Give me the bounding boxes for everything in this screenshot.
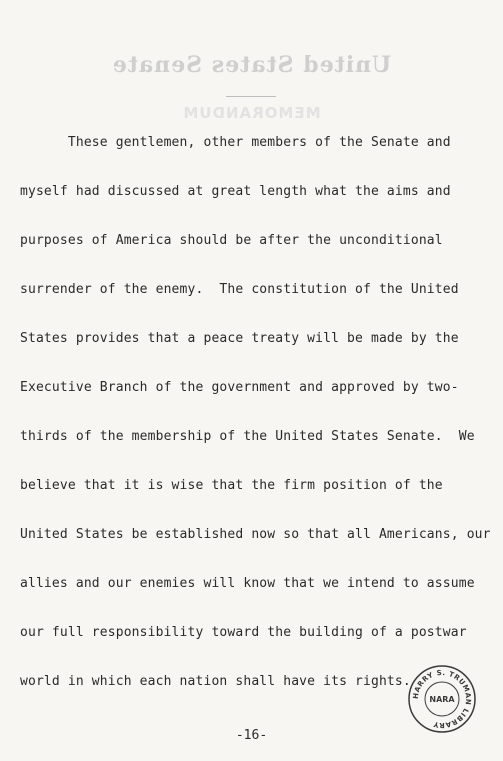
body-line: States provides that a peace treaty will be made by the [20, 331, 459, 346]
body-line: Executive Branch of the government and approved by two- [20, 380, 459, 395]
body-line: purposes of America should be after the unconditional [20, 233, 443, 248]
body-line: thirds of the membership of the United States Senate. We [20, 429, 475, 444]
letterhead-title-bleedthrough: United States Senate [111, 52, 392, 78]
letterhead-rule [226, 96, 276, 97]
page-number: -16- [235, 728, 268, 743]
truman-library-seal-stamp [407, 664, 477, 734]
body-line: believe that it is wise that the firm position of the [20, 478, 443, 493]
seal-ring-text: HARRY S. TRUMAN LIBRARY [411, 668, 473, 730]
body-line: These gentlemen, other members of the Senate and [20, 135, 451, 150]
body-line: world in which each nation shall have its rights. [20, 674, 411, 689]
letterhead-memo-bleedthrough: MEMORANDUM [182, 104, 321, 122]
body-line: surrender of the enemy. The constitution of the United [20, 282, 459, 297]
body-text [20, 118, 498, 706]
seal-center-text: NARA [429, 695, 455, 704]
body-line: our full responsibility toward the building of a postwar [20, 625, 467, 640]
body-line: United States be established now so that all Americans, our [20, 527, 491, 542]
body-line: allies and our enemies will know that we intend to assume [20, 576, 475, 591]
body-line: myself had discussed at great length what the aims and [20, 184, 451, 199]
